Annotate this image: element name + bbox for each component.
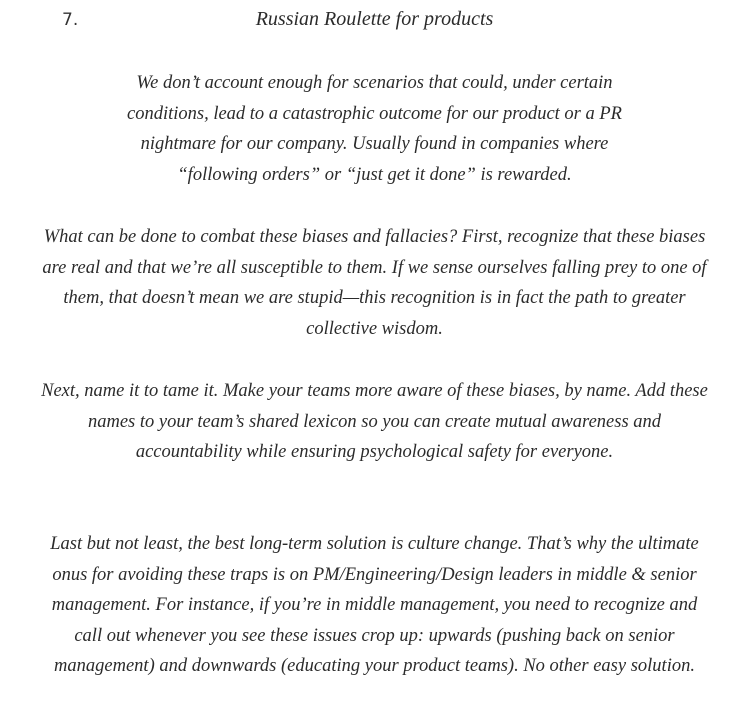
list-number: 7.	[62, 10, 79, 30]
body-paragraph: Next, name it to tame it. Make your teams more aware of these biases, by name. Add these names to your team’s shared lexicon so you can create mutual awareness and accountability while ensuring psychological safety for everyone.	[41, 381, 708, 462]
list-item-title: Russian Roulette for products	[255, 8, 494, 30]
body-paragraph: What can be done to combat these biases and fallacies? First, recognize that these biases are real and that we’re all susceptible to them. If we sense ourselves falling prey to one of them, that doesn’t mean we are stupid—this recognition is in fact the path to greater collective wisdom.	[42, 227, 707, 339]
list-item-description: We don’t account enough for scenarios that could, under certain conditions, lead to a catastrophic outcome for our product or a PR nightmare for our company. Usually found in companies where “following orders” or “just get it done” is rewarded.	[126, 73, 622, 185]
body-paragraph: Last but not least, the best long-term solution is culture change. That’s why the ultimate onus for avoiding these traps is on PM/Engineering/Design leaders in middle & senior management. For instance, if you’re in middle management, you need to recognize and call out whenever you see these issues crop up: upwards (pushing back on senior management) and downwards (educating your product teams). No other easy solution.	[50, 534, 699, 676]
